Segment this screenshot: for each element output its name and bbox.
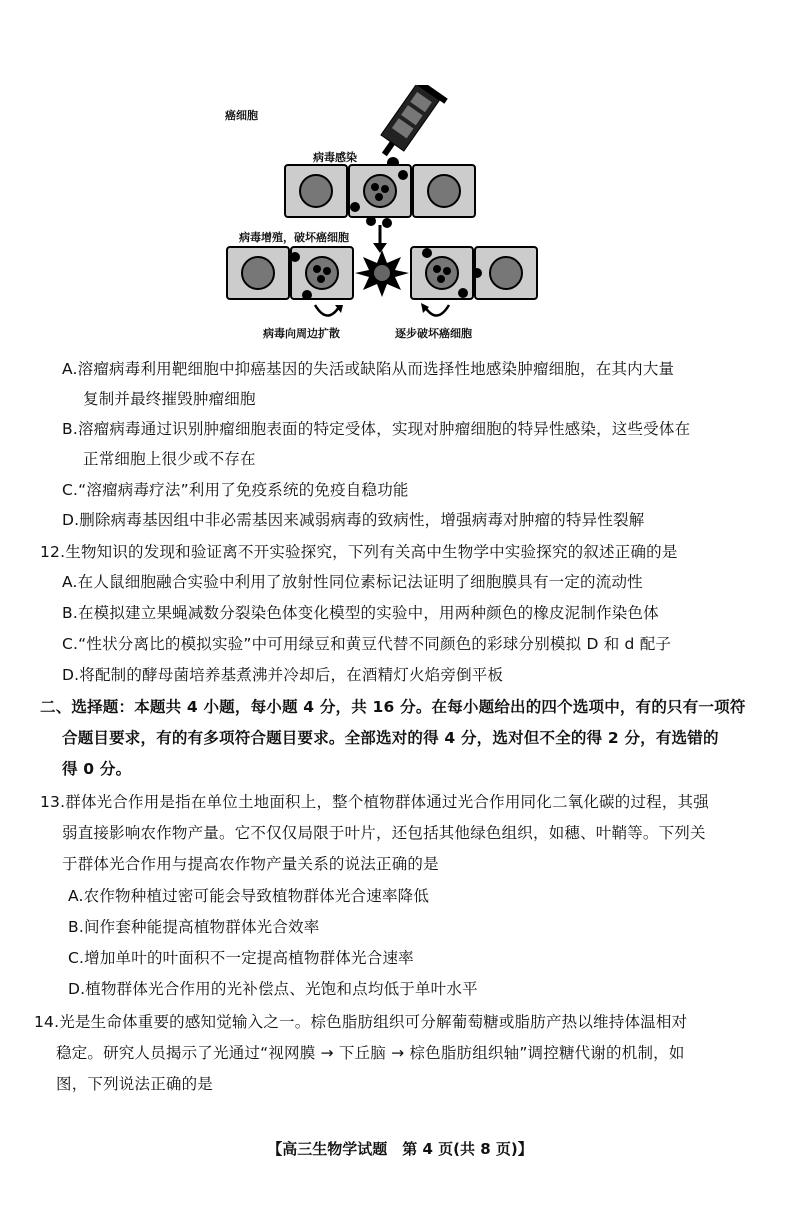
label-virus-proliferate: 病毒增殖，破坏癌细胞	[239, 231, 349, 244]
q12-option-d: D.将配制的酵母菌培养基煮沸并冷却后，在酒精灯火焰旁倒平板	[62, 666, 504, 684]
q13-option-a: A.农作物种植过密可能会导致植物群体光合速率降低	[68, 887, 430, 905]
q13-option-d: D.植物群体光合作用的光补偿点、光饱和点均低于单叶水平	[68, 980, 478, 998]
q11-option-c: C.“溶瘤病毒疗法”利用了免疫系统的免疫自稳功能	[62, 481, 409, 499]
q11-option-d: D.删除病毒基因组中非必需基因来减弱病毒的致病性，增强病毒对肿瘤的特异性裂解	[62, 511, 645, 529]
q11-option-b-line2: 正常细胞上很少或不存在	[83, 450, 256, 468]
section2-line2: 合题目要求，有的有多项符合题目要求。全部选对的得 4 分，选对但不全的得 2 分，有选错的	[62, 729, 719, 747]
page-footer: 【高三生物学试题 第 4 页(共 8 页)】	[267, 1140, 533, 1158]
q14-stem-line1: 14.光是生命体重要的感知觉输入之一。棕色脂肪组织可分解葡萄糖或脂肪产热以维持体温相对	[34, 1013, 688, 1031]
q14-stem-line2: 稳定。研究人员揭示了光通过“视网膜 → 下丘脑 → 棕色脂肪组织轴”调控糖代谢的机制，如	[56, 1044, 685, 1062]
figure-svg	[215, 85, 545, 355]
q11-option-a-line2: 复制并最终摧毁肿瘤细胞	[83, 390, 256, 408]
q13-option-c: C.增加单叶的叶面积不一定提高植物群体光合速率	[68, 949, 414, 967]
label-cancer-cell: 癌细胞	[225, 109, 258, 122]
label-gradual-destroy: 逐步破坏癌细胞	[395, 327, 472, 340]
q11-option-a-line1: A.溶瘤病毒利用靶细胞中抑癌基因的失活或缺陷从而选择性地感染肿瘤细胞，在其内大量	[62, 360, 675, 378]
label-virus-infection: 病毒感染	[313, 151, 357, 164]
q12-option-c: C.“性状分离比的模拟实验”中可用绿豆和黄豆代替不同颜色的彩球分别模拟 D 和 d 配子	[62, 635, 672, 653]
label-virus-spread: 病毒向周边扩散	[263, 327, 340, 340]
q13-option-b: B.间作套种能提高植物群体光合效率	[68, 918, 320, 936]
q13-stem-line3: 于群体光合作用与提高农作物产量关系的说法正确的是	[62, 855, 439, 873]
q12-option-b: B.在模拟建立果蝇减数分裂染色体变化模型的实验中，用两种颜色的橡皮泥制作染色体	[62, 604, 659, 622]
syringe-icon	[368, 85, 448, 166]
q12-stem: 12.生物知识的发现和验证离不开实验探究，下列有关高中生物学中实验探究的叙述正确的是	[40, 543, 678, 561]
q14-stem-line3: 图，下列说法正确的是	[56, 1075, 214, 1093]
q12-option-a: A.在人鼠细胞融合实验中利用了放射性同位素标记法证明了细胞膜具有一定的流动性	[62, 573, 643, 591]
section2-line1: 二、选择题：本题共 4 小题，每小题 4 分，共 16 分。在每小题给出的四个选项中，有的只有一项符	[40, 698, 746, 716]
q13-stem-line1: 13.群体光合作用是指在单位土地面积上，整个植物群体通过光合作用同化二氧化碳的过程，其强	[40, 793, 709, 811]
q13-stem-line2: 弱直接影响农作物产量。它不仅仅局限于叶片，还包括其他绿色组织，如穗、叶鞘等。下列关	[62, 824, 706, 842]
q11-option-b-line1: B.溶瘤病毒通过识别肿瘤细胞表面的特定受体，实现对肿瘤细胞的特异性感染，这些受体在	[62, 420, 691, 438]
section2-line3: 得 0 分。	[62, 760, 132, 778]
top-cell-row	[285, 165, 475, 228]
oncolytic-virus-figure	[215, 85, 545, 355]
